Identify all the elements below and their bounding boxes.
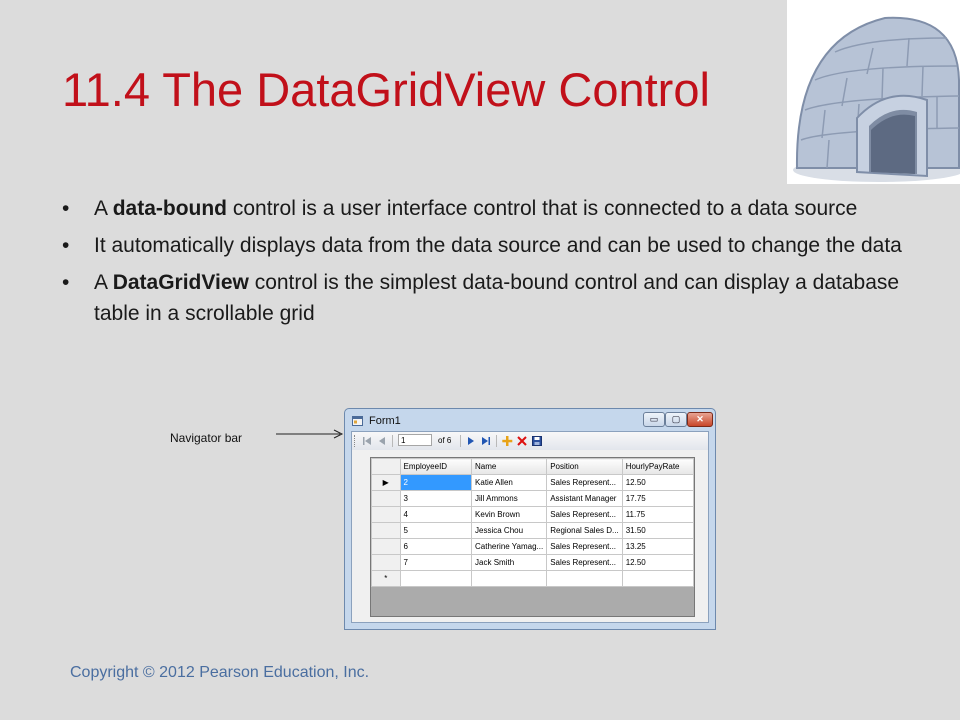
grid-cell[interactable] [472, 571, 547, 587]
igloo-image [787, 0, 960, 184]
row-header[interactable] [372, 523, 401, 539]
arrow-icon [276, 428, 346, 440]
row-header[interactable] [372, 539, 401, 555]
form1-window [344, 408, 716, 630]
table-row[interactable] [372, 475, 694, 491]
window-title: Form1 [369, 415, 401, 427]
column-header-position[interactable]: Position [547, 459, 622, 475]
table-row[interactable] [372, 507, 694, 523]
form-icon [352, 416, 363, 426]
bullet-bold-term: DataGridView [112, 271, 249, 294]
grid-cell[interactable]: Kevin Brown [472, 507, 547, 523]
move-next-icon[interactable] [465, 434, 477, 448]
row-header[interactable] [372, 507, 401, 523]
grid-cell[interactable]: Sales Represent... [547, 507, 622, 523]
table-row[interactable] [372, 539, 694, 555]
add-new-icon[interactable] [501, 434, 513, 448]
grid-cell[interactable]: Sales Represent... [547, 539, 622, 555]
window-title-bar[interactable] [349, 412, 711, 432]
column-header-employeeid[interactable]: EmployeeID [400, 459, 472, 475]
grid-cell[interactable]: Sales Represent... [547, 475, 622, 491]
grid-cell[interactable]: 2 [400, 475, 472, 491]
data-grid-view[interactable] [370, 457, 695, 617]
move-previous-icon[interactable] [376, 434, 388, 448]
bullet-text: control is a user interface control that is connected to a data source [227, 197, 858, 220]
column-header-hourlypayrate[interactable]: HourlyPayRate [622, 459, 693, 475]
bullet-dot: • [62, 271, 70, 294]
grid-cell[interactable]: 3 [400, 491, 472, 507]
toolbar-separator [460, 435, 461, 447]
grid-cell[interactable]: 31.50 [622, 523, 693, 539]
navigator-bar [352, 432, 708, 450]
grid-header-row [372, 459, 694, 475]
grid-corner-header[interactable] [372, 459, 401, 475]
grid-cell[interactable]: Sales Represent... [547, 555, 622, 571]
bullet-item [62, 230, 912, 261]
save-icon[interactable] [531, 434, 543, 448]
record-count-label: of 6 [438, 436, 452, 445]
table-row[interactable] [372, 491, 694, 507]
maximize-button[interactable]: ▢ [665, 412, 687, 427]
grid-cell[interactable]: 12.50 [622, 475, 693, 491]
position-input[interactable]: 1 [398, 434, 432, 446]
form-client-area [351, 431, 709, 623]
grid-cell[interactable]: 6 [400, 539, 472, 555]
grid-cell[interactable]: Jessica Chou [472, 523, 547, 539]
toolbar-grip[interactable] [354, 435, 358, 447]
column-header-name[interactable]: Name [472, 459, 547, 475]
new-row[interactable] [372, 571, 694, 587]
table-row[interactable] [372, 555, 694, 571]
current-row-indicator[interactable]: ▶ [372, 475, 401, 491]
bullet-text: It automatically displays data from the data source and can be used to change the data [94, 234, 902, 257]
grid-cell[interactable]: Katie Allen [472, 475, 547, 491]
grid-cell[interactable]: 12.50 [622, 555, 693, 571]
delete-icon[interactable] [516, 434, 528, 448]
bullet-text: control is the simplest data-bound control and can display a database table in a scrollable grid [94, 271, 900, 325]
grid-cell[interactable]: 5 [400, 523, 472, 539]
toolbar-separator [392, 435, 393, 447]
grid-cell[interactable] [622, 571, 693, 587]
data-grid-table [371, 458, 694, 587]
grid-cell[interactable]: Regional Sales D... [547, 523, 622, 539]
navigator-bar-label: Navigator bar [170, 431, 243, 445]
move-first-icon[interactable] [361, 434, 373, 448]
grid-cell[interactable]: 13.25 [622, 539, 693, 555]
grid-cell[interactable]: Jill Ammons [472, 491, 547, 507]
bullet-dot: • [62, 197, 70, 220]
grid-cell[interactable]: Jack Smith [472, 555, 547, 571]
bullet-text: A [94, 271, 113, 294]
row-header[interactable] [372, 491, 401, 507]
toolbar-separator [496, 435, 497, 447]
grid-cell[interactable] [547, 571, 622, 587]
move-last-icon[interactable] [480, 434, 492, 448]
row-header[interactable] [372, 555, 401, 571]
grid-cell[interactable]: 4 [400, 507, 472, 523]
bullet-item [62, 193, 912, 224]
bullet-dot: • [62, 234, 70, 257]
bullet-text: A [94, 197, 113, 220]
grid-cell[interactable]: Assistant Manager [547, 491, 622, 507]
bullet-bold-term: data-bound [112, 197, 227, 220]
grid-cell[interactable]: 17.75 [622, 491, 693, 507]
new-row-indicator[interactable]: * [372, 571, 401, 587]
close-button[interactable]: ✕ [687, 412, 713, 427]
copyright-footer: Copyright © 2012 Pearson Education, Inc. [70, 664, 370, 681]
slide-title: 11.4 The DataGridView Control [62, 63, 710, 116]
table-row[interactable] [372, 523, 694, 539]
bullet-item [62, 267, 912, 329]
grid-cell[interactable] [400, 571, 472, 587]
grid-cell[interactable]: Catherine Yamag... [472, 539, 547, 555]
bullet-list [62, 193, 912, 335]
minimize-button[interactable]: ▭ [643, 412, 665, 427]
grid-cell[interactable]: 7 [400, 555, 472, 571]
grid-cell[interactable]: 11.75 [622, 507, 693, 523]
